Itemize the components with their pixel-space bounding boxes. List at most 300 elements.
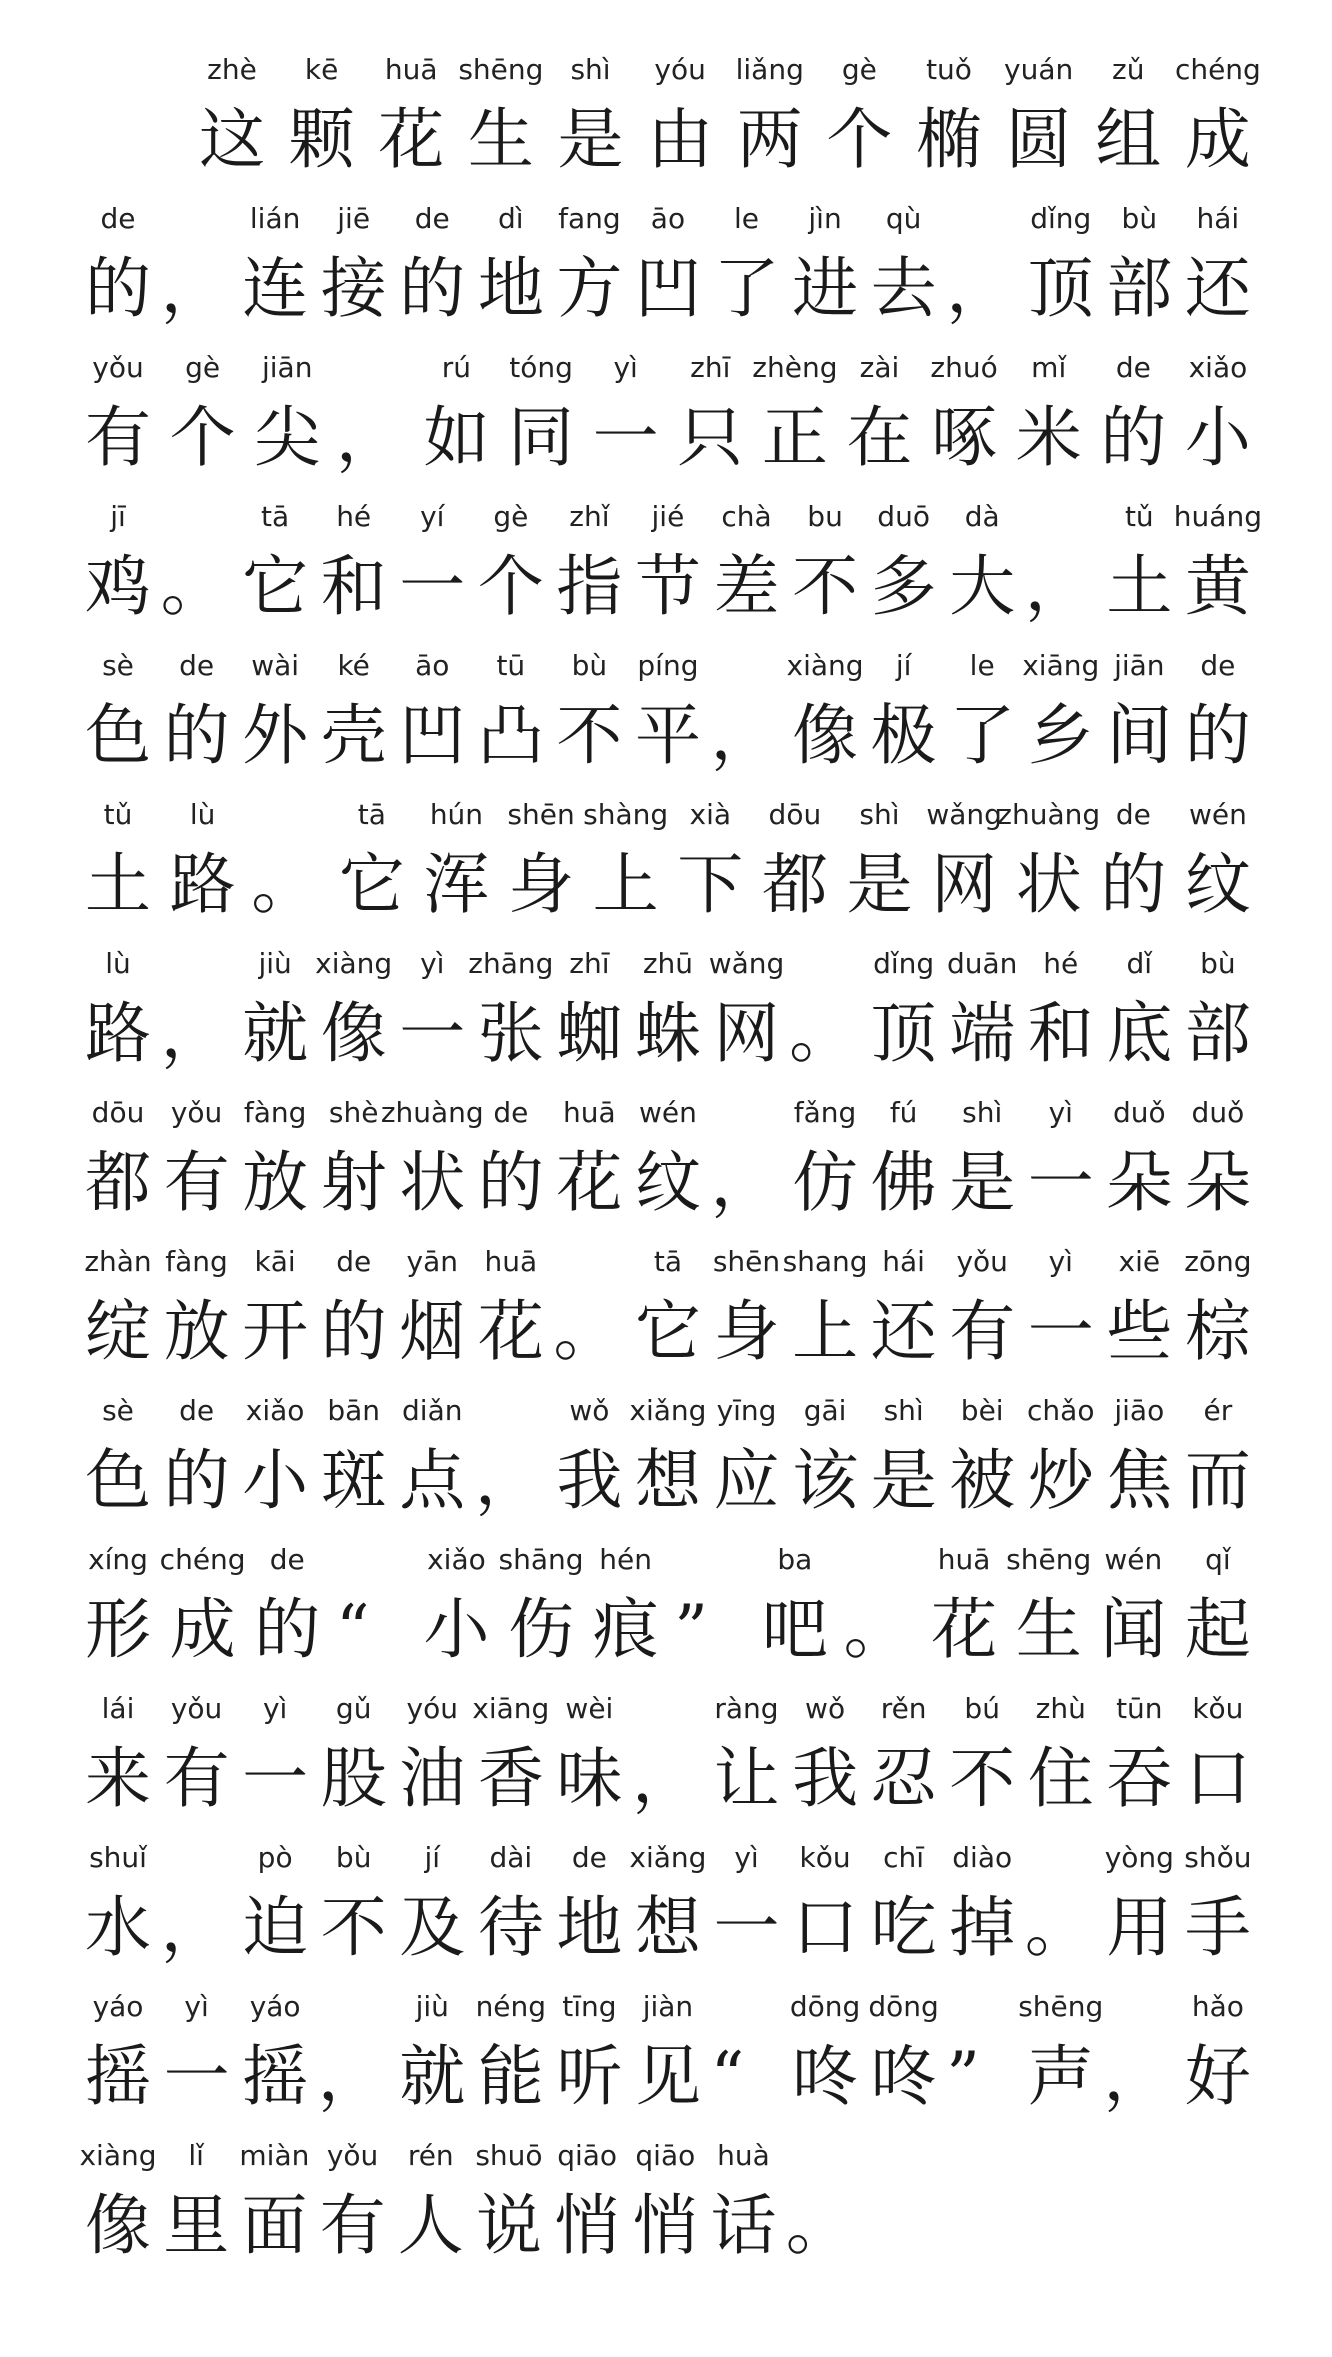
- hanzi-character: 只: [677, 399, 744, 476]
- hanzi-character: 个: [169, 399, 236, 476]
- hanzi-character: 路: [85, 995, 151, 1072]
- punctuation-mark: ，: [710, 697, 777, 774]
- punctuation-mark: ，: [160, 250, 227, 327]
- pinyin-label: lián: [249, 202, 301, 235]
- char-cell: [239, 640, 311, 780]
- char-cell: [1025, 1683, 1097, 1823]
- pinyin-label: jiù: [258, 947, 292, 980]
- hanzi-character: 凹: [399, 697, 466, 774]
- char-cell: [711, 1832, 783, 1972]
- hanzi-character: 口: [1184, 1740, 1251, 1817]
- hanzi-character: 香: [477, 1740, 544, 1817]
- hanzi-character: 状: [1015, 846, 1082, 923]
- char-cell: [1103, 938, 1175, 1078]
- pinyin-label: xiǎng: [629, 1841, 707, 1874]
- pinyin-label: xiǎo: [1188, 351, 1248, 384]
- pinyin-label: zhǐ: [569, 500, 610, 533]
- pinyin-label: shēng: [458, 53, 544, 86]
- char-cell: [475, 1385, 547, 1525]
- pinyin-label: zhāng: [468, 947, 554, 980]
- char-cell: [1006, 1534, 1092, 1674]
- hanzi-character: 的: [477, 1144, 544, 1221]
- hanzi-character: 是: [870, 1442, 937, 1519]
- char-cell: [161, 1981, 233, 2121]
- hanzi-character: 烟: [399, 1293, 466, 1370]
- char-cell: [644, 44, 716, 184]
- pinyin-label: qiāo: [557, 2139, 618, 2172]
- pinyin-label: yǒu: [326, 2139, 379, 2172]
- char-cell: [239, 938, 311, 1078]
- hanzi-character: 这: [199, 101, 265, 178]
- hanzi-character: 痕: [592, 1591, 659, 1668]
- char-cell: [843, 1534, 915, 1674]
- pinyin-label: liǎng: [735, 53, 804, 86]
- punctuation-mark: ”: [946, 2038, 980, 2115]
- hanzi-character: 状: [399, 1144, 466, 1221]
- hanzi-character: 像: [85, 2187, 151, 2264]
- hanzi-character: 的: [85, 250, 151, 327]
- hanzi-character: 的: [163, 1442, 230, 1519]
- char-cell: [1182, 1683, 1254, 1823]
- char-cell: [553, 1087, 625, 1227]
- char-cell: [82, 640, 154, 780]
- char-cell: [868, 491, 940, 631]
- pinyin-label: xiāng: [1022, 649, 1100, 682]
- hanzi-character: 都: [85, 1144, 151, 1221]
- char-cell: [239, 1087, 311, 1227]
- char-cell: [946, 938, 1018, 1078]
- char-cell: [239, 1981, 311, 2121]
- char-cell: [318, 1385, 390, 1525]
- hanzi-character: 的: [320, 1293, 387, 1370]
- char-cell: [946, 1236, 1018, 1376]
- char-cell: [946, 640, 1018, 780]
- hanzi-character: 地: [556, 1889, 623, 1966]
- text-line-8: [82, 1087, 1254, 1227]
- char-cell: [458, 44, 544, 184]
- pinyin-label: tóng: [509, 351, 573, 384]
- pinyin-label: qiāo: [635, 2139, 696, 2172]
- pinyin-label: ràng: [714, 1692, 779, 1725]
- char-cell: [396, 1832, 468, 1972]
- char-cell: [1182, 342, 1254, 482]
- hanzi-character: 去: [870, 250, 937, 327]
- hanzi-character: 棕: [1184, 1293, 1251, 1370]
- char-cell: [375, 44, 447, 184]
- pinyin-label: yì: [1048, 1245, 1073, 1278]
- pinyin-label: kē: [304, 53, 339, 86]
- hanzi-character: 放: [242, 1144, 309, 1221]
- pinyin-label: tūn: [1116, 1692, 1163, 1725]
- char-cell: [789, 491, 861, 631]
- hanzi-character: 不: [320, 1889, 387, 1966]
- char-cell: [1025, 1832, 1097, 1972]
- pinyin-label: yóu: [406, 1692, 458, 1725]
- pinyin-label: le: [969, 649, 995, 682]
- pinyin-label: fú: [889, 1096, 918, 1129]
- char-cell: [553, 1832, 625, 1972]
- pinyin-label: qǐ: [1205, 1543, 1231, 1576]
- hanzi-character: 成: [169, 1591, 236, 1668]
- hanzi-character: 尖: [254, 399, 321, 476]
- pinyin-label: shāng: [498, 1543, 584, 1576]
- pinyin-label: tā: [357, 798, 386, 831]
- punctuation-mark: 。: [789, 995, 856, 1072]
- pinyin-label: jiān: [261, 351, 313, 384]
- char-cell: [1097, 1534, 1169, 1674]
- pinyin-label: zhuó: [930, 351, 998, 384]
- hanzi-character: 啄: [931, 399, 998, 476]
- pinyin-label: jié: [651, 500, 685, 533]
- char-cell: [1013, 342, 1085, 482]
- punctuation-mark: ，: [1024, 548, 1091, 625]
- hanzi-character: 不: [556, 697, 623, 774]
- char-cell: [1182, 1832, 1254, 1972]
- hanzi-character: 一: [163, 2038, 230, 2115]
- hanzi-character: 悄: [632, 2187, 699, 2264]
- char-cell: [315, 938, 393, 1078]
- pinyin-label: bù: [335, 1841, 372, 1874]
- char-cell: [82, 1534, 154, 1674]
- char-cell: [1103, 193, 1175, 333]
- pinyin-label: lǐ: [188, 2139, 204, 2172]
- hanzi-character: 底: [1106, 995, 1173, 1072]
- punctuation-mark: ，: [474, 1442, 541, 1519]
- hanzi-character: 纹: [1184, 846, 1251, 923]
- pinyin-label: shēng: [1018, 1990, 1104, 2023]
- pinyin-label: zǔ: [1112, 53, 1145, 86]
- pinyin-label: yí: [420, 500, 445, 533]
- pinyin-label: gè: [185, 351, 221, 384]
- char-cell: [553, 193, 625, 333]
- char-cell: [913, 44, 985, 184]
- char-cell: [1103, 1236, 1175, 1376]
- char-cell: [1103, 1087, 1175, 1227]
- hanzi-character: 生: [1015, 1591, 1082, 1668]
- hanzi-character: 部: [1106, 250, 1173, 327]
- hanzi-character: 极: [870, 697, 937, 774]
- char-cell: [786, 640, 864, 780]
- char-cell: [946, 193, 1018, 333]
- pinyin-label: tǔ: [103, 798, 133, 831]
- char-cell: [420, 342, 492, 482]
- hanzi-character: 味: [556, 1740, 623, 1817]
- hanzi-character: 蜘: [556, 995, 623, 1072]
- hanzi-character: 有: [949, 1293, 1016, 1370]
- pinyin-label: tuǒ: [926, 53, 972, 86]
- hanzi-character: 路: [169, 846, 236, 923]
- hanzi-character: 成: [1184, 101, 1251, 178]
- char-cell: [82, 193, 154, 333]
- char-cell: [161, 491, 233, 631]
- pinyin-label: tā: [653, 1245, 682, 1278]
- hanzi-character: 些: [1106, 1293, 1173, 1370]
- pinyin-label: bù: [571, 649, 608, 682]
- hanzi-character: 正: [761, 399, 828, 476]
- text-line-11: [82, 1534, 1254, 1674]
- pinyin-label: shang: [782, 1245, 868, 1278]
- text-line-1: [196, 44, 1261, 184]
- hanzi-character: 被: [949, 1442, 1016, 1519]
- pinyin-label: de: [493, 1096, 529, 1129]
- pinyin-label: hǎo: [1191, 1990, 1244, 2023]
- hanzi-character: 吧: [761, 1591, 828, 1668]
- pinyin-label: hé: [1043, 947, 1079, 980]
- hanzi-character: 射: [320, 1144, 387, 1221]
- punctuation-mark: ”: [674, 1591, 709, 1668]
- char-cell: [1018, 1981, 1104, 2121]
- pinyin-label: yáo: [249, 1990, 301, 2023]
- hanzi-character: 油: [399, 1740, 466, 1817]
- char-cell: [711, 1385, 783, 1525]
- pinyin-label: xiǎo: [427, 1543, 486, 1576]
- punctuation-mark: 。: [1024, 1889, 1091, 1966]
- hanzi-character: 像: [320, 995, 387, 1072]
- char-cell: [632, 1981, 704, 2121]
- char-cell: [251, 342, 323, 482]
- char-cell: [997, 789, 1101, 929]
- hanzi-character: 张: [477, 995, 544, 1072]
- pinyin-label: wén: [639, 1096, 697, 1129]
- hanzi-character: 地: [477, 250, 544, 327]
- hanzi-character: 还: [870, 1293, 937, 1370]
- pinyin-label: yǒu: [956, 1245, 1008, 1278]
- char-cell: [946, 1981, 1018, 2121]
- char-cell: [711, 193, 783, 333]
- punctuation-mark: “: [710, 2038, 745, 2115]
- char-cell: [782, 1236, 868, 1376]
- char-cell: [946, 491, 1018, 631]
- char-cell: [82, 1981, 154, 2121]
- hanzi-character: 就: [399, 2038, 466, 2115]
- char-cell: [1182, 1534, 1254, 1674]
- pinyin-label: xiǎng: [629, 1394, 707, 1427]
- pinyin-label: de: [571, 1841, 607, 1874]
- pinyin-label: zhū: [642, 947, 694, 980]
- punctuation-mark: ，: [160, 995, 227, 1072]
- hanzi-character: 一: [592, 399, 659, 476]
- hanzi-character: 是: [949, 1144, 1016, 1221]
- char-cell: [632, 938, 704, 1078]
- hanzi-character: 就: [242, 995, 309, 1072]
- pinyin-label: shēn: [712, 1245, 781, 1278]
- pinyin-label: rú: [441, 351, 472, 384]
- hanzi-character: 网: [931, 846, 998, 923]
- text-line-3: [82, 342, 1254, 482]
- pinyin-label: wǎng: [926, 798, 1002, 831]
- pinyin-label: miàn: [239, 2139, 310, 2172]
- hanzi-character: 身: [508, 846, 575, 923]
- char-cell: [1103, 1683, 1175, 1823]
- hanzi-character: 米: [1015, 399, 1082, 476]
- pinyin-label: wǒ: [805, 1692, 846, 1725]
- pinyin-label: pò: [257, 1841, 293, 1874]
- char-cell: [161, 193, 233, 333]
- char-cell: [505, 789, 577, 929]
- char-cell: [1025, 938, 1097, 1078]
- pinyin-label: āo: [650, 202, 686, 235]
- hanzi-character: 身: [713, 1293, 780, 1370]
- pinyin-label: zōng: [1184, 1245, 1252, 1278]
- hanzi-character: 网: [713, 995, 780, 1072]
- pinyin-label: de: [1200, 649, 1236, 682]
- char-cell: [161, 938, 233, 1078]
- char-cell: [1092, 44, 1164, 184]
- pinyin-label: diǎn: [402, 1394, 463, 1427]
- hanzi-character: 凸: [477, 697, 544, 774]
- hanzi-character: 由: [647, 101, 714, 178]
- char-cell: [1022, 640, 1100, 780]
- char-cell: [318, 1087, 390, 1227]
- hanzi-character: 多: [870, 548, 937, 625]
- char-cell: [1003, 44, 1075, 184]
- char-cell: [1103, 1385, 1175, 1525]
- text-line-4: [82, 491, 1262, 631]
- pinyin-label: xià: [689, 798, 732, 831]
- pinyin-label: shuǐ: [89, 1841, 147, 1874]
- hanzi-character: 炒: [1027, 1442, 1094, 1519]
- pinyin-label: fàng: [165, 1245, 228, 1278]
- hanzi-character: 我: [792, 1740, 859, 1817]
- pinyin-label: zhù: [1035, 1692, 1086, 1725]
- hanzi-character: 摇: [85, 2038, 151, 2115]
- char-cell: [475, 1832, 547, 1972]
- pinyin-label: huà: [717, 2139, 770, 2172]
- char-cell: [632, 193, 704, 333]
- char-cell: [1182, 193, 1254, 333]
- punctuation-mark: ，: [335, 399, 402, 476]
- char-cell: [1182, 938, 1254, 1078]
- hanzi-character: 住: [1027, 1740, 1094, 1817]
- hanzi-character: 平: [634, 697, 701, 774]
- hanzi-character: 咚: [792, 2038, 859, 2115]
- pinyin-label: bèi: [960, 1394, 1004, 1427]
- char-cell: [251, 1534, 323, 1674]
- hanzi-character: 悄: [554, 2187, 621, 2264]
- char-cell: [1174, 44, 1261, 184]
- pinyin-label: jiān: [1114, 649, 1165, 682]
- pinyin-label: yǒu: [170, 1096, 223, 1129]
- pinyin-label: duǒ: [1191, 1096, 1245, 1129]
- hanzi-character: 有: [163, 1144, 230, 1221]
- pinyin-label: zhuàng: [997, 798, 1101, 831]
- hanzi-character: 顶: [870, 995, 937, 1072]
- char-cell: [583, 789, 669, 929]
- hanzi-character: 用: [1106, 1889, 1173, 1966]
- char-cell: [79, 2130, 157, 2270]
- char-cell: [82, 1087, 154, 1227]
- char-cell: [318, 1683, 390, 1823]
- char-cell: [1025, 1236, 1097, 1376]
- punctuation-mark: 。: [785, 2187, 852, 2264]
- hanzi-character: 我: [556, 1442, 623, 1519]
- char-cell: [868, 640, 940, 780]
- pinyin-label: shēng: [1006, 1543, 1092, 1576]
- hanzi-character: 待: [477, 1889, 544, 1966]
- pinyin-label: chéng: [1174, 53, 1261, 86]
- hanzi-character: 声: [1027, 2038, 1094, 2115]
- pinyin-label: xiàng: [79, 2139, 157, 2172]
- pinyin-label: wén: [1188, 798, 1247, 831]
- char-cell: [239, 1236, 311, 1376]
- char-cell: [468, 938, 554, 1078]
- hanzi-character: 来: [85, 1740, 151, 1817]
- pinyin-label: wài: [251, 649, 300, 682]
- char-cell: [1182, 1385, 1254, 1525]
- pinyin-label: bù: [1121, 202, 1158, 235]
- char-cell: [318, 1981, 390, 2121]
- hanzi-character: 节: [634, 548, 701, 625]
- hanzi-character: 花: [931, 1591, 998, 1668]
- pinyin-label: huā: [384, 53, 438, 86]
- char-cell: [161, 1832, 233, 1972]
- char-cell: [82, 1683, 154, 1823]
- hanzi-character: 纹: [634, 1144, 701, 1221]
- char-cell: [711, 491, 783, 631]
- pinyin-label: gè: [841, 53, 877, 86]
- char-cell: [161, 640, 233, 780]
- hanzi-character: 花: [556, 1144, 623, 1221]
- hanzi-character: 点: [399, 1442, 466, 1519]
- hanzi-character: 应: [713, 1442, 780, 1519]
- char-cell: [789, 1981, 861, 2121]
- char-cell: [734, 44, 806, 184]
- char-cell: [1103, 640, 1175, 780]
- hanzi-character: 起: [1184, 1591, 1251, 1668]
- pinyin-label: shàng: [583, 798, 669, 831]
- pinyin-label: jí: [424, 1841, 441, 1874]
- char-cell: [708, 2130, 780, 2270]
- pinyin-label: de: [414, 202, 450, 235]
- char-cell: [843, 789, 915, 929]
- pinyin-label: yǒu: [92, 351, 144, 384]
- pinyin-label: gǔ: [335, 1692, 372, 1725]
- hanzi-character: 朵: [1106, 1144, 1173, 1221]
- hanzi-character: 不: [792, 548, 859, 625]
- hanzi-character: 色: [85, 1442, 151, 1519]
- hanzi-character: 的: [399, 250, 466, 327]
- pinyin-label: jìn: [808, 202, 842, 235]
- hanzi-character: 而: [1184, 1442, 1251, 1519]
- char-cell: [82, 1236, 154, 1376]
- char-cell: [160, 2130, 232, 2270]
- punctuation-mark: ，: [946, 250, 1013, 327]
- hanzi-character: 外: [242, 697, 309, 774]
- char-cell: [336, 342, 408, 482]
- char-cell: [82, 1385, 154, 1525]
- char-cell: [196, 44, 268, 184]
- char-cell: [553, 1236, 625, 1376]
- hanzi-character: 个: [826, 101, 893, 178]
- char-cell: [553, 1683, 625, 1823]
- text-line-9: [82, 1236, 1254, 1376]
- char-cell: [82, 342, 154, 482]
- pinyin-label: xiāng: [472, 1692, 550, 1725]
- pinyin-label: yīng: [716, 1394, 777, 1427]
- pinyin-label: de: [336, 1245, 372, 1278]
- hanzi-character: 蛛: [634, 995, 701, 1072]
- pinyin-label: xiē: [1118, 1245, 1161, 1278]
- pinyin-label: chà: [721, 500, 772, 533]
- hanzi-character: 听: [556, 2038, 623, 2115]
- hanzi-character: 说: [475, 2187, 542, 2264]
- hanzi-character: 一: [399, 995, 466, 1072]
- hanzi-character: 一: [713, 1889, 780, 1966]
- char-cell: [1025, 1087, 1097, 1227]
- char-cell: [396, 640, 468, 780]
- pinyin-label: dōng: [868, 1990, 939, 2023]
- hanzi-character: 话: [710, 2187, 777, 2264]
